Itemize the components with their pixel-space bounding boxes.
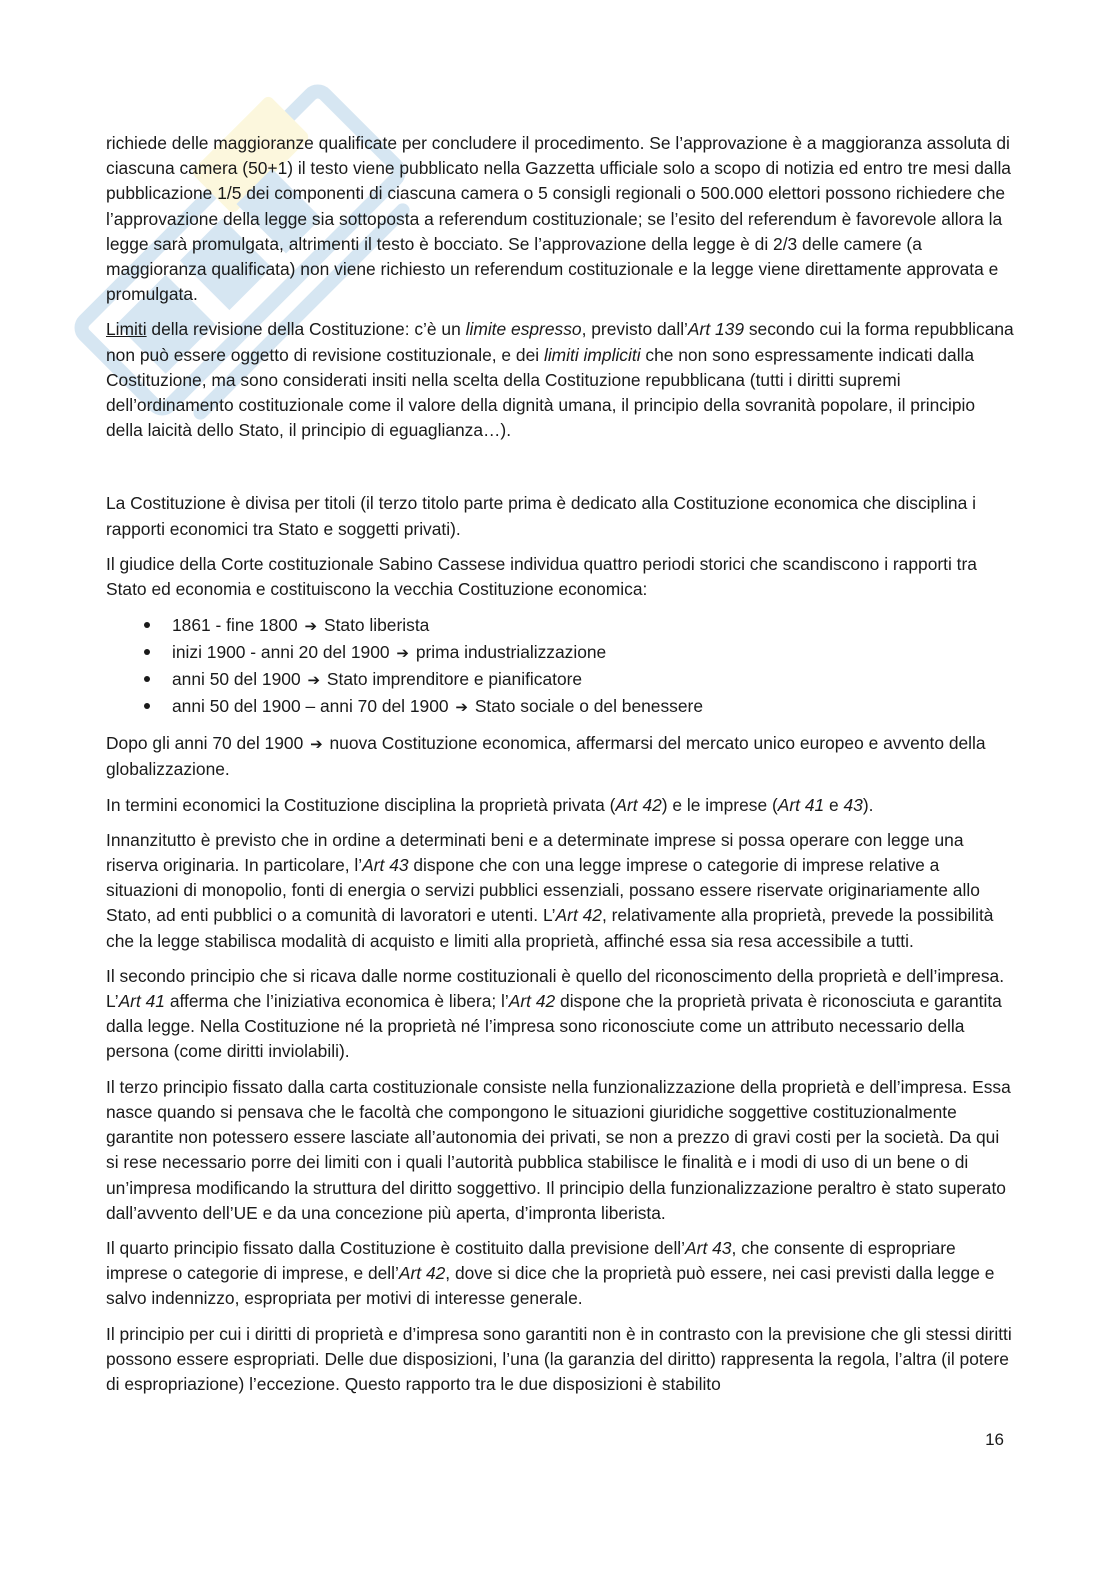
paragraph-fourth-principle: Il quarto principio fissato dalla Costituzione è costituito dalla previsione dell’Art 43, che consente di espropriare imprese o categorie di imprese, e dell’Art 42, dove si dice che la proprietà può essere, nei casi previsti dalla legge e salvo indennizzo, espropriata per motivi di interesse generale. [106, 1237, 995, 1309]
paragraph-rule-and-exception: Il principio per cui i diritti di proprietà e d’impresa sono garantiti non è in contrasto con la previsione che gli stessi diritti possono essere espropriati. Delle due disposizioni, l’una (la garanzia del diritto) rappresenta la regola, l’altra (il potere di espropriazione) l’eccezione. Questo rapporto tra le due disposizioni è stabilito [106, 1323, 1012, 1394]
arrow-right-icon: ➔ [455, 698, 468, 717]
list-item: 1861 - fine 1800 ➔ Stato liberista [172, 612, 1016, 639]
arrow-right-icon: ➔ [304, 617, 318, 636]
page-number: 16 [985, 1430, 1004, 1449]
list-item: inizi 1900 - anni 20 del 1900 ➔ prima industrializzazione [172, 639, 1016, 666]
paragraph-constitution-titles: La Costituzione è divisa per titoli (il terzo titolo parte prima è dedicato alla Costituzione economica che disciplina i rapporti economici tra Stato e soggetti privati). [106, 493, 976, 539]
document-body [106, 131, 1016, 1407]
paragraph-revision-limits: Limiti della revisione della Costituzione: c’è un limite espresso, previsto dall’Art 139 secondo cui la forma repubblicana non può essere oggetto di revisione costituzionale, e dei limiti impliciti che non sono espressamente indicati dalla Costituzione, ma sono considerati insiti nella scelta della Costituzione repubblicana (tutti i diritti supremi dell’ordinamento costituzionale come il valore della dignità umana, il principio della sovranità popolare, il principio della laicità dello Stato, il principio di eguaglianza…). [106, 319, 1014, 441]
paragraph-new-economic-constitution: Dopo gli anni 70 del 1900 ➔ nuova Costituzione economica, affermarsi del mercato unico europeo e avvento della globalizzazione. [106, 733, 986, 780]
list-item: anni 50 del 1900 – anni 70 del 1900 ➔ Stato sociale o del benessere [172, 693, 1016, 720]
paragraph-third-principle: Il terzo principio fissato dalla carta costituzionale consiste nella funzionalizzazione della proprietà e dell’impresa. Essa nasce quando si pensava che le facoltà che compongono le situazioni giuridiche soggettive costituzionalmente garantite non potessero essere lasciate all’autonomia dei privati, se non a prezzo di gravi costi per la società. Da qui si rese necessario porre dei limiti con i quali l’autorità pubblica stabilisce le finalità e i modi di uso di un bene o di un’impresa modificando la struttura del diritto soggettivo. Il principio della funzionalizzazione peraltro è stato superato dall’avvento dell’UE e da una concezione più aperta, d’impronta liberista. [106, 1076, 1011, 1223]
paragraph-original-reserve: Innanzitutto è previsto che in ordine a determinati beni e a determinate imprese si possa operare con legge una riserva originaria. In particolare, l’Art 43 dispone che con una legge imprese o categorie di imprese relative a situazioni di monopolio, fonti di energia o servizi pubblici essenziali, possano essere riservate originariamente allo Stato, ad enti pubblici o a comunità di lavoratori e utenti. L’Art 42, relativamente alla proprietà, prevede la possibilità che la legge stabilisca modalità di acquisto e limiti alla proprietà, affinché essa sia resa accessibile a tutti. [106, 829, 994, 951]
paragraph-property-and-enterprise: In termini economici la Costituzione disciplina la proprietà privata (Art 42) e le imprese (Art 41 e 43). [106, 794, 874, 815]
arrow-right-icon: ➔ [310, 735, 323, 754]
paragraph-revision-procedure: richiede delle maggioranze qualificate per concludere il procedimento. Se l’approvazione è a maggioranza assoluta di ciascuna camera (50+1) il testo viene pubblicato nella Gazzetta ufficiale solo a scopo di notizia ed entro tre mesi dalla pubblicazione 1/5 dei componenti di ciascuna camera o 5 consigli regionali o 500.000 elettori possono richiedere che l’approvazione della legge sia sottoposta a referendum costituzionale; se l’esito del referendum è favorevole allora la legge sarà promulgata, altrimenti il testo è bocciato. Se l’approvazione della legge è di 2/3 delle camere (a maggioranza qualificata) non viene richiesto un referendum costituzionale e la legge viene direttamente approvata e promulgata. [106, 133, 1011, 305]
list-item: anni 50 del 1900 ➔ Stato imprenditore e pianificatore [172, 666, 1016, 693]
arrow-right-icon: ➔ [307, 671, 321, 690]
paragraph-cassese-periods: Il giudice della Corte costituzionale Sabino Cassese individua quattro periodi storici che scandiscono i rapporti tra Stato ed economia e costituiscono la vecchia Costituzione economica: [106, 553, 977, 600]
paragraph-gap [106, 453, 1016, 491]
underlined-term: Limiti [106, 319, 147, 340]
paragraph-second-principle: Il secondo principio che si ricava dalle norme costituzionali è quello del riconoscimento della proprietà e dell’impresa. L’Art 41 afferma che l’iniziativa economica è libera; l’Art 42 dispone che la proprietà privata è riconosciuta e garantita dalla legge. Nella Costituzione né la proprietà né l’impresa sono riconosciute come un attributo necessario della persona (come diritti inviolabili). [106, 965, 1005, 1062]
periods-list [106, 612, 1016, 720]
arrow-right-icon: ➔ [396, 644, 409, 663]
